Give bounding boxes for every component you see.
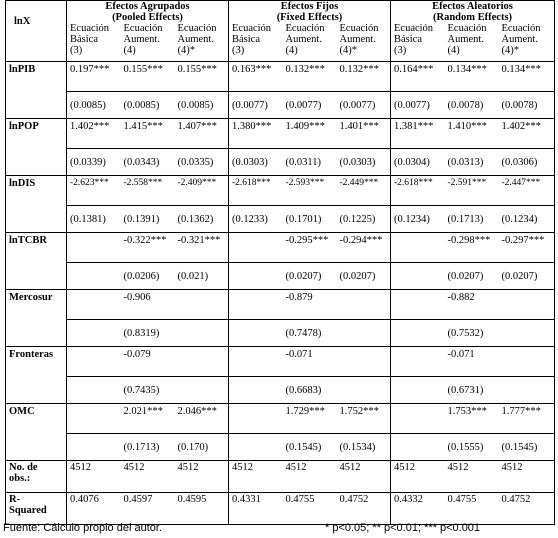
coefficient-cell <box>67 290 121 320</box>
table-row <box>6 176 555 206</box>
r-squared-cell: 0.4597 <box>123 494 153 505</box>
r-squared-label-line2: Squared <box>9 505 47 516</box>
coefficient-cell: 0.132*** <box>337 62 391 92</box>
std-error-cell: (0.0207) <box>447 270 484 282</box>
coefficient-cell: -0.882 <box>447 292 475 303</box>
column-header-line2: Aument. <box>123 34 160 45</box>
column-header-line2: Aument. <box>285 34 322 45</box>
std-error-cell <box>67 434 121 461</box>
std-error-cell: (0.1225) <box>337 206 391 233</box>
column-header <box>121 23 175 62</box>
std-error-cell: (0.1545) <box>499 434 555 461</box>
coefficient-cell <box>391 404 445 434</box>
coefficient-cell <box>391 290 445 320</box>
std-error-cell: (0.170) <box>175 434 229 461</box>
std-error-cell: (0.7532) <box>447 327 484 339</box>
column-header <box>229 23 283 62</box>
coefficient-cell: 1.777*** <box>499 404 555 434</box>
std-error-cell: (0.0077) <box>394 99 430 111</box>
std-error-cell: (0.6731) <box>447 384 484 396</box>
std-error-cell: (0.1362) <box>175 206 229 233</box>
table-row <box>6 347 555 377</box>
coefficient-cell: -2.623*** <box>70 178 109 188</box>
std-error-cell: (0.1381) <box>70 213 106 225</box>
coefficient-cell: -0.071 <box>447 349 475 360</box>
table-row <box>6 119 555 149</box>
corner-label: lnX <box>6 1 67 62</box>
std-error-cell: (0.021) <box>175 263 229 290</box>
table-row <box>6 320 555 347</box>
coefficient-cell <box>499 347 555 377</box>
column-header-line3: (3) <box>70 45 83 56</box>
std-error-cell: (0.0085) <box>70 99 106 111</box>
column-header-line2: Aument. <box>501 34 538 45</box>
column-header <box>175 23 229 62</box>
std-error-cell: (0.0207) <box>499 263 555 290</box>
coefficient-cell: -2.618*** <box>232 178 271 188</box>
coefficient-cell: 1.402*** <box>499 119 555 149</box>
coefficient-cell: 1.410*** <box>447 121 487 132</box>
observations-cell: 4512 <box>337 461 391 493</box>
column-header-line1: Ecuación <box>394 23 434 34</box>
r-squared-cell: 0.4755 <box>285 494 315 505</box>
column-header-line1: Ecuación <box>232 23 272 34</box>
std-error-cell: (0.7478) <box>285 327 322 339</box>
observations-label-line2: obs.: <box>9 473 31 484</box>
coefficient-cell <box>229 404 283 434</box>
std-error-cell <box>337 320 391 347</box>
variable-label: lnPIB <box>6 62 67 119</box>
group-title: Efectos Agrupados <box>105 1 190 12</box>
table-row <box>6 461 555 493</box>
std-error-cell <box>391 377 445 404</box>
observations-label <box>6 461 67 493</box>
coefficient-cell: 1.753*** <box>447 406 487 417</box>
table-body <box>6 62 555 525</box>
column-header-line1: Ecuación <box>285 23 325 34</box>
column-header-line3: (4) <box>285 45 298 56</box>
column-header <box>283 23 337 62</box>
observations-cell: 4512 <box>175 461 229 493</box>
std-error-cell <box>391 320 445 347</box>
r-squared-cell: 0.4076 <box>70 494 99 505</box>
std-error-cell <box>67 320 121 347</box>
std-error-cell: (0.0335) <box>175 149 229 176</box>
column-header-line2: Básica <box>70 34 98 45</box>
coefficient-cell <box>175 290 229 320</box>
r-squared-cell: 0.4331 <box>232 494 261 505</box>
group-header-row <box>6 1 555 24</box>
observations-label-line1: No. de <box>9 462 38 473</box>
std-error-cell: (0.0313) <box>447 156 484 168</box>
column-header-line1: Ecuación <box>177 23 217 34</box>
column-header <box>445 23 499 62</box>
coefficient-cell <box>229 233 283 263</box>
coefficient-cell: 0.155*** <box>123 64 163 75</box>
group-title: Efectos Aleatorios <box>432 1 513 12</box>
std-error-cell: (0.0207) <box>285 270 322 282</box>
coefficient-cell: 0.134*** <box>447 64 487 75</box>
std-error-cell: (0.1534) <box>337 434 391 461</box>
coefficient-cell <box>337 347 391 377</box>
std-error-cell: (0.0077) <box>232 99 268 111</box>
column-header-line1: Ecuación <box>70 23 110 34</box>
std-error-cell: (0.0303) <box>232 156 268 168</box>
column-header-line3: (4) <box>447 45 460 56</box>
r-squared-cell: 0.4755 <box>447 494 477 505</box>
std-error-cell: (0.0311) <box>285 156 321 168</box>
column-header <box>499 23 555 62</box>
std-error-cell <box>499 377 555 404</box>
std-error-cell: (0.1713) <box>123 441 160 453</box>
coefficient-cell <box>229 347 283 377</box>
std-error-cell: (0.7435) <box>123 384 160 396</box>
table-row <box>6 377 555 404</box>
variable-label: lnDIS <box>6 176 67 233</box>
coefficient-cell: -0.298*** <box>447 235 491 246</box>
group-fixed-header <box>229 1 391 24</box>
coefficient-cell: -0.295*** <box>285 235 329 246</box>
significance-note: * p<0.05; ** p<0.01; *** p<0.001 <box>325 522 481 534</box>
observations-cell: 4512 <box>285 462 307 473</box>
variable-label: Fronteras <box>6 347 67 404</box>
std-error-cell <box>229 320 283 347</box>
std-error-cell: (0.0085) <box>175 92 229 119</box>
coefficient-cell: -0.294*** <box>337 233 391 263</box>
table-row <box>6 92 555 119</box>
column-header-line2: Básica <box>232 34 260 45</box>
r-squared-cell: 0.4332 <box>394 494 423 505</box>
table-row <box>6 493 555 525</box>
coefficient-cell <box>229 290 283 320</box>
group-title: Efectos Fijos <box>280 1 339 12</box>
table-footer <box>3 522 555 536</box>
coefficient-cell: 1.381*** <box>394 121 434 132</box>
std-error-cell: (0.1713) <box>447 213 484 225</box>
std-error-cell: (0.0077) <box>285 99 322 111</box>
coefficient-cell <box>391 347 445 377</box>
std-error-cell <box>229 377 283 404</box>
std-error-cell: (0.1555) <box>447 441 484 453</box>
observations-cell: 4512 <box>447 462 469 473</box>
table-row <box>6 434 555 461</box>
table-row <box>6 233 555 263</box>
coefficient-cell: 2.046*** <box>175 404 229 434</box>
variable-label: Mercosur <box>6 290 67 347</box>
coefficient-cell: 0.134*** <box>499 62 555 92</box>
coefficient-cell: 1.401*** <box>337 119 391 149</box>
std-error-cell <box>229 434 283 461</box>
std-error-cell: (0.0306) <box>499 149 555 176</box>
group-random-header <box>391 1 555 24</box>
std-error-cell: (0.0207) <box>337 263 391 290</box>
source-note: Fuente: Cálculo propio del autor. <box>3 522 162 534</box>
variable-label: lnTCBR <box>6 233 67 290</box>
coefficient-cell <box>391 233 445 263</box>
coefficient-cell <box>337 290 391 320</box>
std-error-cell <box>175 320 229 347</box>
column-header-line2: Básica <box>394 34 422 45</box>
group-subtitle: (Random Effects) <box>433 12 513 23</box>
regression-table-container <box>5 0 554 525</box>
std-error-cell <box>391 434 445 461</box>
column-header-line3: (4)* <box>501 45 519 56</box>
column-header-line3: (3) <box>232 45 245 56</box>
std-error-cell <box>229 263 283 290</box>
column-header-line3: (4) <box>123 45 136 56</box>
std-error-cell: (0.0078) <box>447 99 484 111</box>
regression-table <box>5 0 555 525</box>
std-error-cell <box>337 377 391 404</box>
std-error-cell: (0.1234) <box>499 206 555 233</box>
group-pooled-header <box>67 1 229 24</box>
std-error-cell <box>67 263 121 290</box>
std-error-cell: (0.0206) <box>123 270 160 282</box>
coefficient-cell: -0.906 <box>123 292 151 303</box>
column-header-line3: (3) <box>394 45 407 56</box>
group-subtitle: (Pooled Effects) <box>112 12 183 23</box>
table-row <box>6 404 555 434</box>
observations-cell: 4512 <box>232 462 253 473</box>
observations-cell: 4512 <box>70 462 91 473</box>
std-error-cell: (0.1391) <box>123 213 160 225</box>
column-header-line1: Ecuación <box>447 23 487 34</box>
column-header-row <box>6 23 555 62</box>
coefficient-cell: -2.593*** <box>285 178 325 188</box>
column-header-line2: Aument. <box>447 34 484 45</box>
r-squared-cell: 0.4752 <box>337 493 391 525</box>
std-error-cell: (0.0078) <box>499 92 555 119</box>
std-error-cell: (0.0304) <box>394 156 430 168</box>
coefficient-cell: 2.021*** <box>123 406 163 417</box>
observations-cell: 4512 <box>123 462 145 473</box>
table-row <box>6 62 555 92</box>
table-row <box>6 149 555 176</box>
std-error-cell: (0.0343) <box>123 156 160 168</box>
std-error-cell <box>175 377 229 404</box>
table-row <box>6 290 555 320</box>
coefficient-cell: -2.558*** <box>123 178 163 188</box>
std-error-cell: (0.1234) <box>394 213 430 225</box>
r-squared-label-line1: R- <box>9 494 21 505</box>
column-header <box>337 23 391 62</box>
coefficient-cell: -0.879 <box>285 292 313 303</box>
std-error-cell: (0.0077) <box>337 92 391 119</box>
std-error-cell: (0.1701) <box>285 213 322 225</box>
std-error-cell: (0.0303) <box>337 149 391 176</box>
r-squared-label <box>6 493 67 525</box>
coefficient-cell <box>499 290 555 320</box>
coefficient-cell <box>175 347 229 377</box>
coefficient-cell: -0.079 <box>123 349 151 360</box>
column-header-line3: (4)* <box>339 45 357 56</box>
column-header <box>391 23 445 62</box>
coefficient-cell: 1.752*** <box>337 404 391 434</box>
std-error-cell: (0.1233) <box>232 213 268 225</box>
coefficient-cell: 1.380*** <box>232 121 272 132</box>
coefficient-cell: -0.071 <box>285 349 313 360</box>
coefficient-cell: -2.447*** <box>499 176 555 206</box>
observations-cell: 4512 <box>394 462 415 473</box>
r-squared-cell: 0.4752 <box>499 493 555 525</box>
coefficient-cell: 1.409*** <box>285 121 325 132</box>
coefficient-cell: -0.322*** <box>123 235 167 246</box>
coefficient-cell: -2.591*** <box>447 178 487 188</box>
group-subtitle: (Fixed Effects) <box>276 12 343 23</box>
coefficient-cell: -2.449*** <box>337 176 391 206</box>
variable-label: lnPOP <box>6 119 67 176</box>
std-error-cell: (0.8319) <box>123 327 160 339</box>
coefficient-cell: 1.729*** <box>285 406 325 417</box>
column-header <box>67 23 121 62</box>
column-header-line1: Ecuación <box>501 23 541 34</box>
r-squared-cell: 0.4595 <box>175 493 229 525</box>
column-header-line2: Aument. <box>177 34 214 45</box>
coefficient-cell: 0.163*** <box>232 64 272 75</box>
coefficient-cell: -2.618*** <box>394 178 433 188</box>
std-error-cell: (0.6683) <box>285 384 322 396</box>
table-row <box>6 263 555 290</box>
coefficient-cell: 0.155*** <box>175 62 229 92</box>
std-error-cell: (0.0085) <box>123 99 160 111</box>
std-error-cell: (0.0339) <box>70 156 106 168</box>
coefficient-cell: 0.164*** <box>394 64 434 75</box>
std-error-cell <box>391 263 445 290</box>
column-header-line3: (4)* <box>177 45 195 56</box>
coefficient-cell <box>67 404 121 434</box>
coefficient-cell: 1.402*** <box>70 121 110 132</box>
column-header-line2: Aument. <box>339 34 376 45</box>
table-row <box>6 206 555 233</box>
coefficient-cell: -0.297*** <box>499 233 555 263</box>
variable-label: OMC <box>6 404 67 461</box>
coefficient-cell <box>67 347 121 377</box>
std-error-cell <box>499 320 555 347</box>
coefficient-cell <box>67 233 121 263</box>
std-error-cell <box>67 377 121 404</box>
coefficient-cell: -2.409*** <box>175 176 229 206</box>
column-header-line1: Ecuación <box>123 23 163 34</box>
column-header-line1: Ecuación <box>339 23 379 34</box>
std-error-cell: (0.1545) <box>285 441 322 453</box>
coefficient-cell: -0.321*** <box>175 233 229 263</box>
coefficient-cell: 1.415*** <box>123 121 163 132</box>
coefficient-cell: 0.197*** <box>70 64 110 75</box>
coefficient-cell: 1.407*** <box>175 119 229 149</box>
coefficient-cell: 0.132*** <box>285 64 325 75</box>
observations-cell: 4512 <box>499 461 555 493</box>
